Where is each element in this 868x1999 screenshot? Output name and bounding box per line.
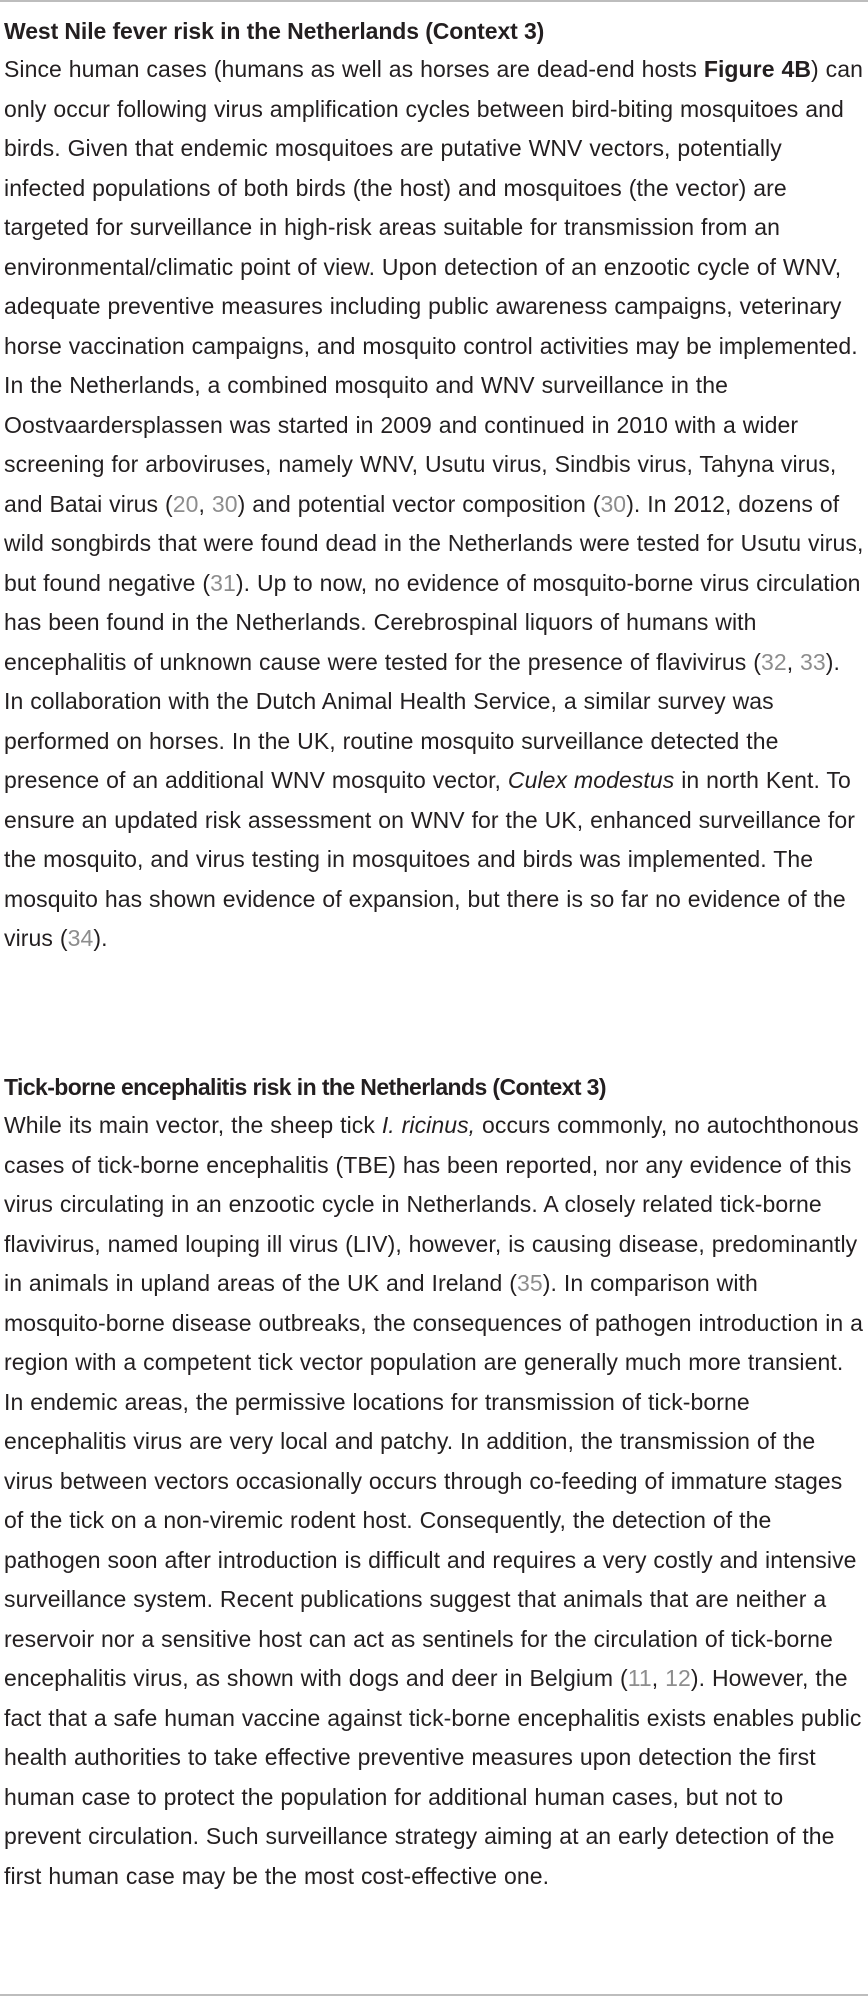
body-text: ).: [93, 925, 108, 951]
body-text: ,: [651, 1665, 666, 1691]
section-tick-borne: [4, 1072, 866, 1896]
body-text: ). In collaboration with the Dutch Animal Health Service, a similar survey was performed on horses. In the UK, routine mosquito surveillance detected the presence of an additional WNV mosquito vector,: [4, 648, 841, 793]
body-text: ,: [198, 490, 212, 517]
species-name-culex-modestus: Culex modestus: [507, 767, 675, 793]
section-body-tick-borne: [4, 1106, 866, 1896]
citation-35[interactable]: 35: [517, 1270, 543, 1296]
species-name-ixodes-ricinus: I. ricinus,: [381, 1112, 476, 1138]
section-heading-west-nile: West Nile fever risk in the Netherlands (Context 3): [4, 18, 545, 44]
body-text: in north Kent. To ensure an updated risk assessment on WNV for the UK, enhanced surveillance for the mosquito, and virus testing in mosquitoes and birds was implemented. The mosquito has shown evidence of expansion, but there is so far no evidence of the virus (: [4, 767, 855, 951]
body-text: ). However, the fact that a safe human vaccine against tick-borne encephalitis exists enables public health authorities to take effective preventive measures upon detection the first human case to protect the population for additional human cases, but not to prevent circulation. Such surveillance strategy aiming at an early detection of the first human case may be the most cost-effective one.: [4, 1665, 862, 1889]
body-text: occurs commonly, no autochthonous cases of tick-borne encephalitis (TBE) has been reported, nor any evidence of this virus circulating in an enzootic cycle in Netherlands. A closely related tick-borne flavivirus, named louping ill virus (LIV), however, is causing disease, predominantly in animals in upland areas of the UK and Ireland (: [4, 1112, 859, 1296]
citation-32[interactable]: 32: [760, 648, 787, 675]
body-text: ) can only occur following virus amplification cycles between bird-biting mosquitoes and birds. Given that endemic mosquitoes are putative WNV vectors, potentially infected populations of both birds (the host) and mosquitoes (the vector) are targeted for surveillance in high-risk areas suitable for transmission from an environmental/climatic point of view. Upon detection of an enzootic cycle of WNV, adequate preventive measures including public awareness campaigns, veterinary horse vaccination campaigns, and mosquito control activities may be implemented. In the Netherlands, a combined mosquito and WNV surveillance in the Oostvaardersplassen was started in 2009 and continued in 2010 with a wider screening for arboviruses, namely WNV, Usutu virus, Sindbis virus, Tahyna virus, and Batai virus (: [4, 56, 863, 517]
body-text: ) and potential vector composition (: [237, 490, 601, 517]
body-text: While its main vector, the sheep tick: [4, 1112, 382, 1138]
body-text: ). Up to now, no evidence of mosquito-borne virus circulation has been found in the Netherlands. Cerebrospinal liquors of humans with encephalitis of unknown cause were tested for the presence of flavivirus (: [4, 569, 861, 675]
body-text: ). In comparison with mosquito-borne disease outbreaks, the consequences of pathogen introduction in a region with a competent tick vector population are generally much more transient. In endemic areas, the permissive locations for transmission of tick-borne encephalitis virus are very local and patchy. In addition, the transmission of the virus between vectors occasionally occurs through co-feeding of immature stages of the tick on a non-viremic rodent host. Consequently, the detection of the pathogen soon after introduction is difficult and requires a very costly and intensive surveillance system. Recent publications suggest that animals that are neither a reservoir nor a sensitive host can act as sentinels for the circulation of tick-borne encephalitis virus, as shown with dogs and deer in Belgium (: [4, 1270, 864, 1691]
section-west-nile: [4, 16, 866, 959]
citation-34[interactable]: 34: [67, 925, 94, 951]
body-text: ). In 2012, dozens of wild songbirds that were found dead in the Netherlands were tested for Usutu virus, but found negative (: [4, 490, 864, 596]
section-body-west-nile: [4, 50, 866, 959]
body-text: Since human cases (humans as well as horses are dead-end hosts: [4, 56, 704, 82]
citation-33[interactable]: 33: [800, 648, 826, 675]
citation-30[interactable]: 30: [211, 490, 238, 517]
section-heading-tick-borne: Tick-borne encephalitis risk in the Netherlands (Context 3): [4, 1074, 606, 1100]
citation-30[interactable]: 30: [600, 490, 627, 517]
figure-reference-4b[interactable]: Figure 4B: [703, 56, 812, 82]
body-text: ,: [786, 648, 801, 675]
top-rule: [0, 0, 868, 2]
citation-12[interactable]: 12: [665, 1665, 691, 1691]
citation-11[interactable]: 11: [627, 1665, 652, 1691]
citation-20[interactable]: 20: [172, 490, 199, 517]
bottom-rule: [0, 1994, 868, 1996]
citation-31[interactable]: 31: [210, 569, 236, 596]
